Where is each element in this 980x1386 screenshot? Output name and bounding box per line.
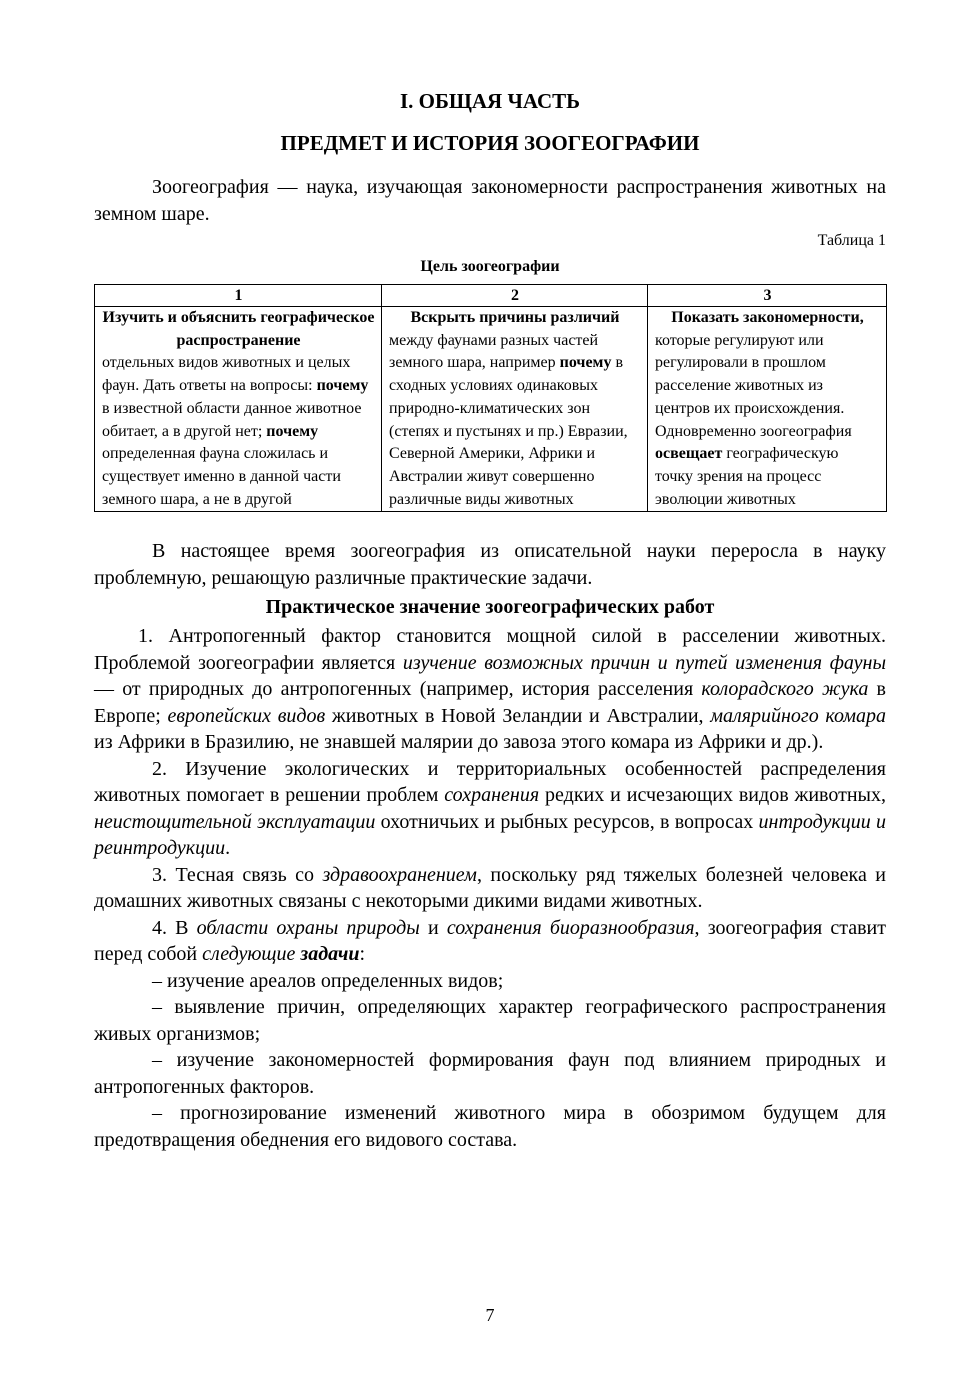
table-cell-2: [382, 307, 648, 512]
cell-1-heading: Изучить и объяснить географическое распространение: [102, 309, 375, 349]
cell-3-heading: Показать закономерности,: [671, 309, 864, 326]
task-item: – прогнозирование изменений животного мира в обозримом будущем для предотвращения обеднения его видового состава.: [94, 1102, 886, 1151]
task-item: – изучение ареалов определенных видов;: [152, 969, 504, 992]
col-number-2: 2: [382, 285, 648, 307]
table-row: [95, 307, 887, 512]
item-4: 4. В области охраны природы и сохранения биоразнообразия, зоогеография ставит перед собой следующие задачи:: [94, 916, 886, 966]
item-1: 1. Антропогенный фактор становится мощной силой в расселении животных. Проблемой зоогеографии является изучение возможных причин и путей изменения фауны — от природных до антропогенных (например, история расселения колорадского жука в Европе; европейских видов животных в Новой Зеландии и Австралии, малярийного комара из Африки в Бразилию, не знавшей малярии до завоза этого комара из Африки и др.).: [94, 625, 887, 754]
page-number: 7: [485, 1305, 495, 1325]
task-item: – изучение закономерностей формирования фаун под влиянием природных и антропогенных факторов.: [94, 1049, 886, 1098]
paragraph-now: В настоящее время зоогеография из описательной науки переросла в науку проблемную, решающую различные практические задачи.: [94, 540, 886, 589]
intro-paragraph: Зоогеография — наука, изучающая закономерности распространения животных на земном шаре.: [94, 176, 886, 225]
col-number-3: 3: [648, 285, 887, 307]
item-3: 3. Тесная связь со здравоохранением, поскольку ряд тяжелых болезней человека и домашних животных связаны с некоторыми дикими видами животных.: [94, 863, 887, 913]
goal-table: [94, 284, 887, 512]
table-cell-3: [648, 307, 887, 512]
cell-2-text: между фаунами разных частей земного шара, например почему в сходных условиях одинаковых природно-климатических зон (степях и пустынях и пр.) Евразии, Северной Америки, Африки и Австралии живут совершенно различные виды животных: [389, 331, 628, 508]
page-content: [94, 88, 886, 1153]
practical-title: Практическое значение зоогеографических работ: [265, 596, 715, 619]
section-title: I. ОБЩАЯ ЧАСТЬ: [399, 89, 581, 113]
table-cell-1: [95, 307, 382, 512]
table-title: Цель зоогеографии: [420, 258, 560, 275]
table-caption: Таблица 1: [817, 232, 886, 249]
table-header-row: [95, 285, 887, 307]
chapter-title: ПРЕДМЕТ И ИСТОРИЯ ЗООГЕОГРАФИИ: [280, 131, 700, 155]
col-number-1: 1: [95, 285, 382, 307]
cell-3-text: которые регулируют или регулировали в прошлом расселение животных из центров их происхождения. Одновременно зоогеография освещает географическую точку зрения на процесс эволюции животных: [655, 331, 852, 508]
cell-2-heading: Вскрыть причины различий: [410, 309, 620, 326]
item-2: 2. Изучение экологических и территориальных особенностей распределения животных помогает в решении проблем сохранения редких и исчезающих видов животных, неистощительной эксплуатации охотничьих и рыбных ресурсов, в вопросах интродукции и реинтродукции.: [94, 757, 886, 860]
task-item: – выявление причин, определяющих характер географического распространения живых организмов;: [94, 996, 886, 1045]
cell-1-text: отдельных видов животных и целых фаун. Дать ответы на вопросы: почему в известной области данное животное обитает, а в другой нет; почему определенная фауна сложилась и существует именно в данной части земного шара, а не в другой: [102, 354, 369, 508]
